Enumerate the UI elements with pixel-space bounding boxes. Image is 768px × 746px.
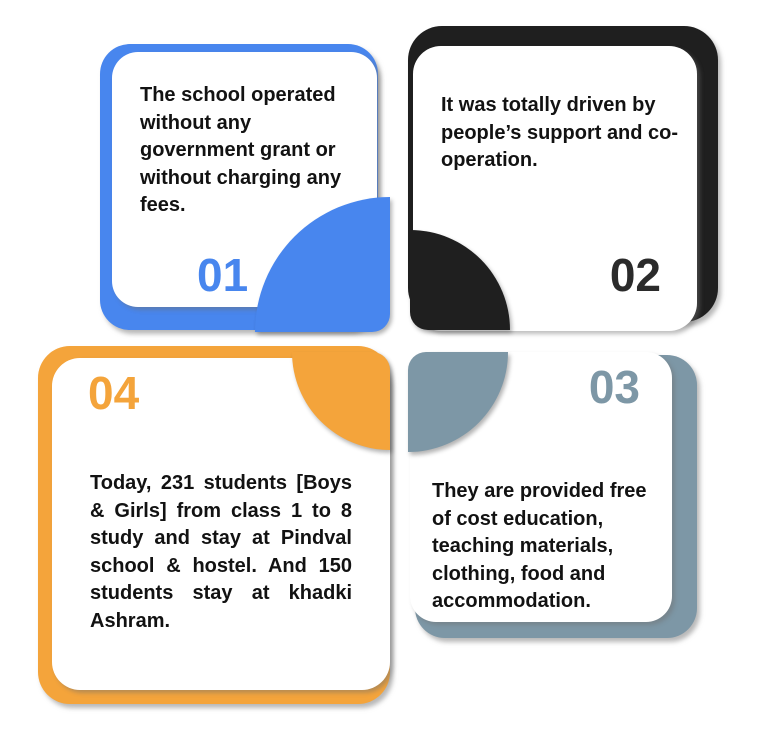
card-01-text: The school operated without any government grant or without charging any fees. <box>140 84 342 217</box>
card-03-text: They are provided free of cost education, teaching materials, clothing, food and accommodation. <box>432 480 647 613</box>
card-02-number: 02 <box>609 249 661 302</box>
card-01-number: 01 <box>197 249 249 302</box>
card-03-number: 03 <box>588 361 640 413</box>
card-04-text: Today, 231 students [Boys & Girls] from class 1 to 8 study and stay at Pindval school & hostel. And 150 students stay at khadki Ashram. <box>90 472 352 632</box>
card-02-text: It was totally driven by people’s support and co-operation. <box>441 94 679 172</box>
card-04-number: 04 <box>88 367 140 419</box>
